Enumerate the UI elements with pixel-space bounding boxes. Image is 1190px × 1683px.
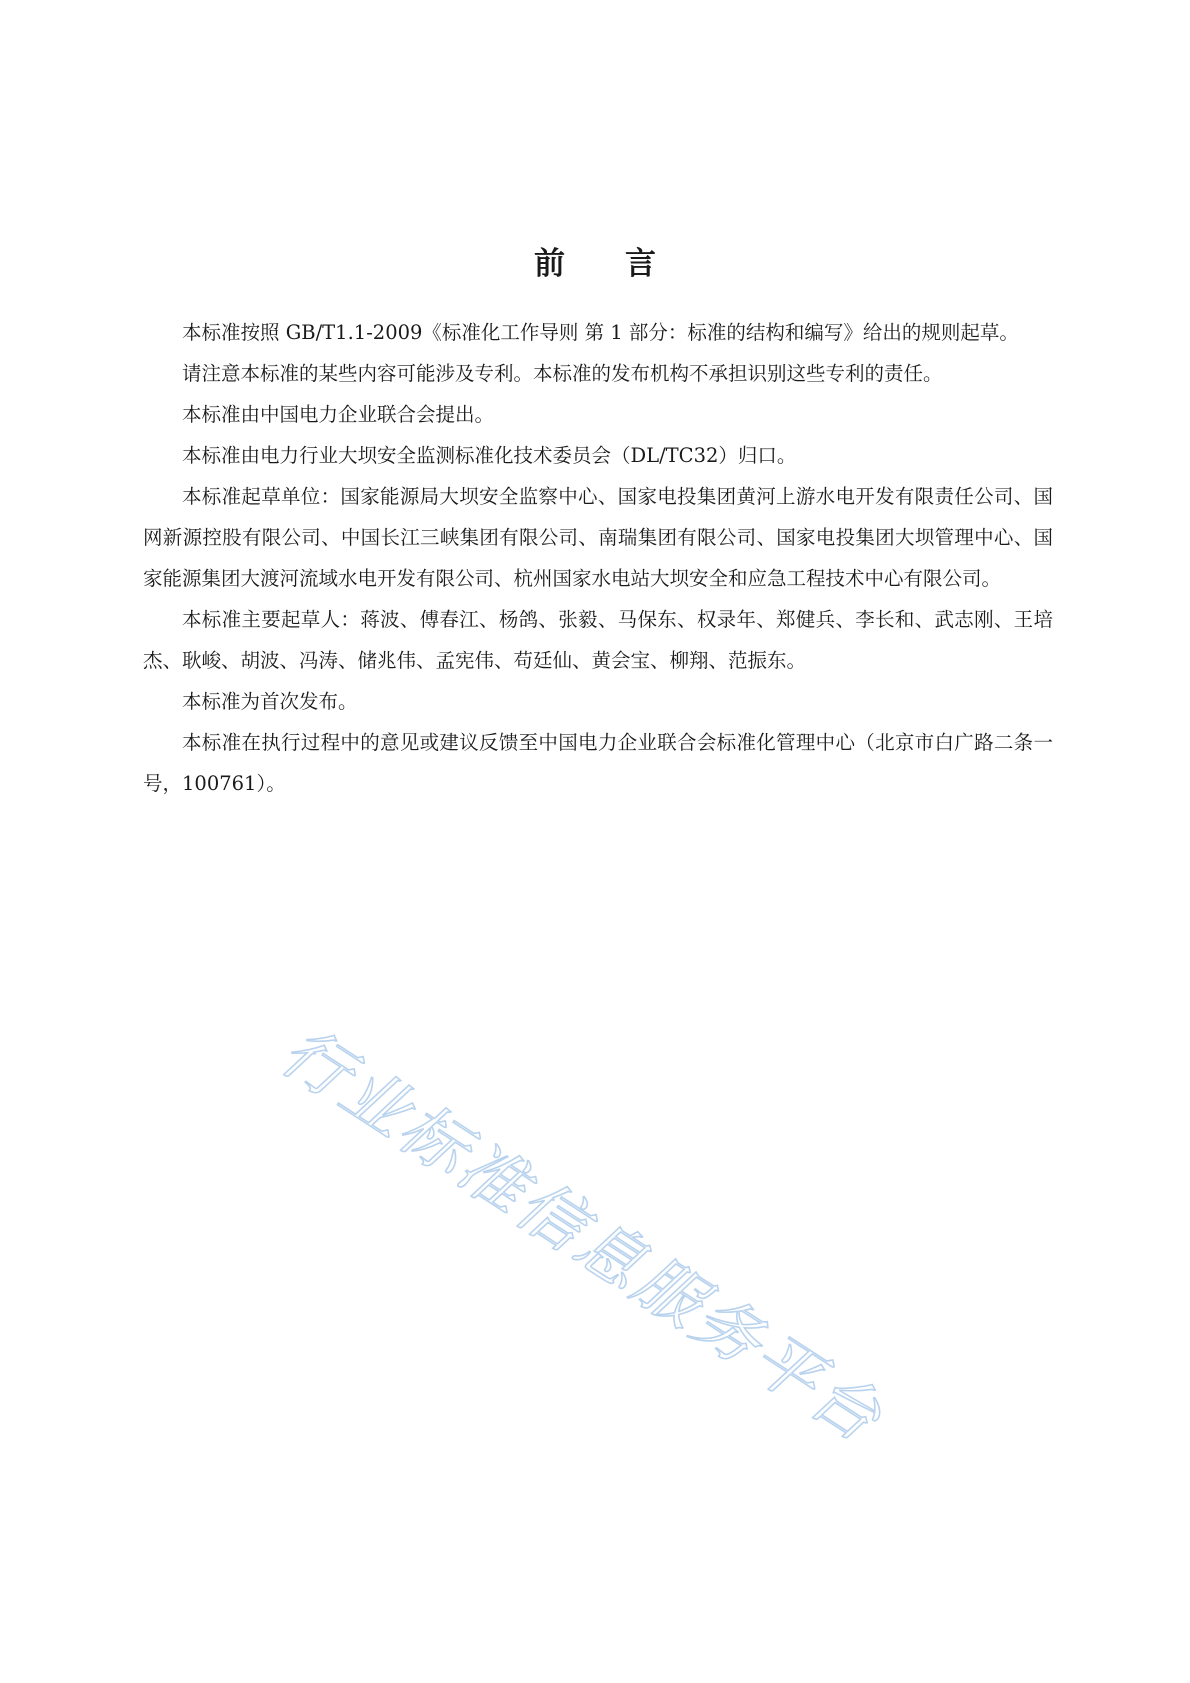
title-char-1: 前 — [534, 246, 565, 282]
paragraph-proposer: 本标准由中国电力企业联合会提出。 — [182, 403, 495, 426]
paragraph-drafting-units: 本标准起草单位：国家能源局大坝安全监察中心、国家电投集团黄河上游水电开发有限责任公司、国网新源控股有限公司、中国长江三峡集团有限公司、南瑞集团有限公司、国家电投集团大坝管理中心、国家能源集团大渡河流域水电开发有限公司、杭州国家水电站大坝安全和应急工程技术中心有限公司。 — [143, 485, 1053, 590]
paragraph-drafters: 本标准主要起草人：蒋波、傅春江、杨鸽、张毅、马保东、权录年、郑健兵、李长和、武志刚、王培杰、耿峻、胡波、冯涛、储兆伟、孟宪伟、苟廷仙、黄会宝、柳翔、范振东。 — [143, 608, 1053, 672]
paragraph-administrator: 本标准由电力行业大坝安全监测标准化技术委员会（DL/TC32）归口。 — [182, 444, 797, 467]
title-char-2: 言 — [625, 246, 656, 282]
page-title — [0, 238, 1190, 283]
paragraph-patent-notice: 请注意本标准的某些内容可能涉及专利。本标准的发布机构不承担识别这些专利的责任。 — [182, 362, 943, 385]
paragraph-drafting-rules: 本标准按照 GB/T1.1-2009《标准化工作导则 第 1 部分：标准的结构和编写》给出的规则起草。 — [182, 321, 1019, 344]
watermark: 行业标准信息服务平台 — [267, 1012, 897, 1459]
foreword-body — [143, 312, 1053, 804]
paragraph-feedback: 本标准在执行过程中的意见或建议反馈至中国电力企业联合会标准化管理中心（北京市白广路二条一号，100761）。 — [143, 731, 1053, 795]
paragraph-first-release: 本标准为首次发布。 — [182, 690, 358, 713]
